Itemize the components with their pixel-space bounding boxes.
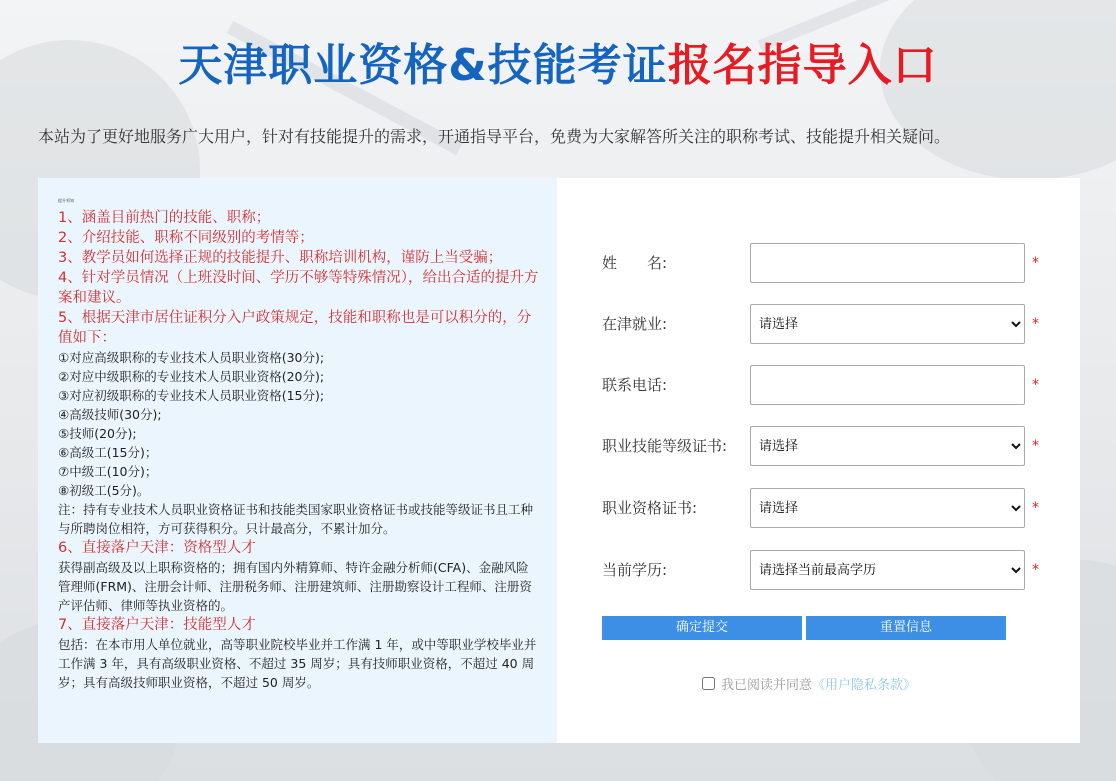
title-blue: 天津职业资格&技能考证 xyxy=(178,40,668,91)
agree-text: 我已阅读并同意 xyxy=(721,678,813,693)
info-item: ②对应中级职称的专业技术人员职业资格(20分); xyxy=(58,369,325,384)
info-item: 6、直接落户天津：资格型人才 xyxy=(58,540,256,556)
required-mark: * xyxy=(1032,562,1039,578)
info-item: ①对应高级职称的专业技术人员职业资格(30分); xyxy=(58,350,325,365)
info-item: ⑥高级工(15分)； xyxy=(58,445,158,460)
qual-cert-label: 职业资格证书: xyxy=(602,499,698,517)
required-mark: * xyxy=(1032,500,1039,516)
content-panel xyxy=(38,178,1080,743)
education-row xyxy=(602,550,1062,590)
reset-button[interactable]: 重置信息 xyxy=(806,616,1006,640)
info-panel xyxy=(38,178,557,743)
info-item: 包括：在本市用人单位就业，高等职业院校毕业并工作满 1 年，或中等职业学校毕业并工作满 3 年，具有高级职业资格、不超过 35 周岁；具有技师职业资格，不超过 40 周岁；具有高级技师职业资格，不超过 50 周岁。 xyxy=(58,637,537,690)
phone-row xyxy=(602,365,1062,405)
agreement xyxy=(702,674,916,693)
required-mark: * xyxy=(1032,438,1039,454)
name-row xyxy=(602,243,1062,283)
skill-cert-label: 职业技能等级证书: xyxy=(602,437,728,455)
submit-button[interactable]: 确定提交 xyxy=(602,616,802,640)
required-mark: * xyxy=(1032,255,1039,271)
required-mark: * xyxy=(1032,377,1039,393)
info-item: 1、涵盖目前热门的技能、职称； xyxy=(58,210,271,226)
education-label: 当前学历: xyxy=(602,561,668,579)
qual-cert-row xyxy=(602,488,1062,528)
education-select[interactable] xyxy=(750,550,1025,590)
title-red: 报名指导入口 xyxy=(667,40,938,91)
info-item: 5、根据天津市居住证积分入户政策规定，技能和职称也是可以积分的，分值如下： xyxy=(58,310,532,346)
info-item: 3、教学员如何选择正规的技能提升、职称培训机构，谨防上当受骗； xyxy=(58,250,503,266)
info-item: 7、直接落户天津：技能型人才 xyxy=(58,617,256,633)
skill-cert-row xyxy=(602,426,1062,466)
info-item: ④高级技师(30分); xyxy=(58,407,162,422)
employed-select[interactable] xyxy=(750,304,1025,344)
page-subtitle: 本站为了更好地服务广大用户，针对有技能提升的需求，开通指导平台，免费为大家解答所关注的职称考试、技能提升相关疑问。 xyxy=(38,127,951,146)
qual-cert-select[interactable] xyxy=(750,488,1025,528)
info-item: ⑤技师(20分); xyxy=(58,426,137,441)
phone-label: 联系电话: xyxy=(602,376,668,394)
employed-label: 在津就业: xyxy=(602,315,668,333)
required-mark: * xyxy=(1032,316,1039,332)
name-input[interactable] xyxy=(750,243,1025,283)
phone-input[interactable] xyxy=(750,365,1025,405)
info-item: 注：持有专业技术人员职业资格证书和技能类国家职业资格证书或技能等级证书且工种与所聘岗位相符，方可获得积分。只计最高分，不累计加分。 xyxy=(58,502,534,536)
info-item: ③对应初级职称的专业技术人员职业资格(15分); xyxy=(58,388,325,403)
info-list xyxy=(58,208,539,692)
name-label: 姓 名: xyxy=(602,254,668,272)
info-item: ⑦中级工(10分)； xyxy=(58,464,158,479)
info-item: ⑧初级工(5分)。 xyxy=(58,483,150,498)
page-title xyxy=(0,38,1116,94)
info-heading: 提升须知 xyxy=(58,198,74,203)
signup-form xyxy=(557,178,1080,743)
info-item: 2、介绍技能、职称不同级别的考情等； xyxy=(58,230,314,246)
info-item: 获得副高级及以上职称资格的；拥有国内外精算师、特许金融分析师(CFA)、金融风险管理师(FRM)、注册会计师、注册税务师、注册建筑师、注册勘察设计工程师、注册资产评估师、律师等执业资格的。 xyxy=(58,560,532,613)
privacy-link[interactable]: 《用户隐私条款》 xyxy=(812,678,917,693)
info-item: 4、针对学员情况（上班没时间、学历不够等特殊情况），给出合适的提升方案和建议。 xyxy=(58,270,539,306)
agree-checkbox[interactable] xyxy=(702,677,715,690)
employed-row xyxy=(602,304,1062,344)
skill-cert-select[interactable] xyxy=(750,426,1025,466)
